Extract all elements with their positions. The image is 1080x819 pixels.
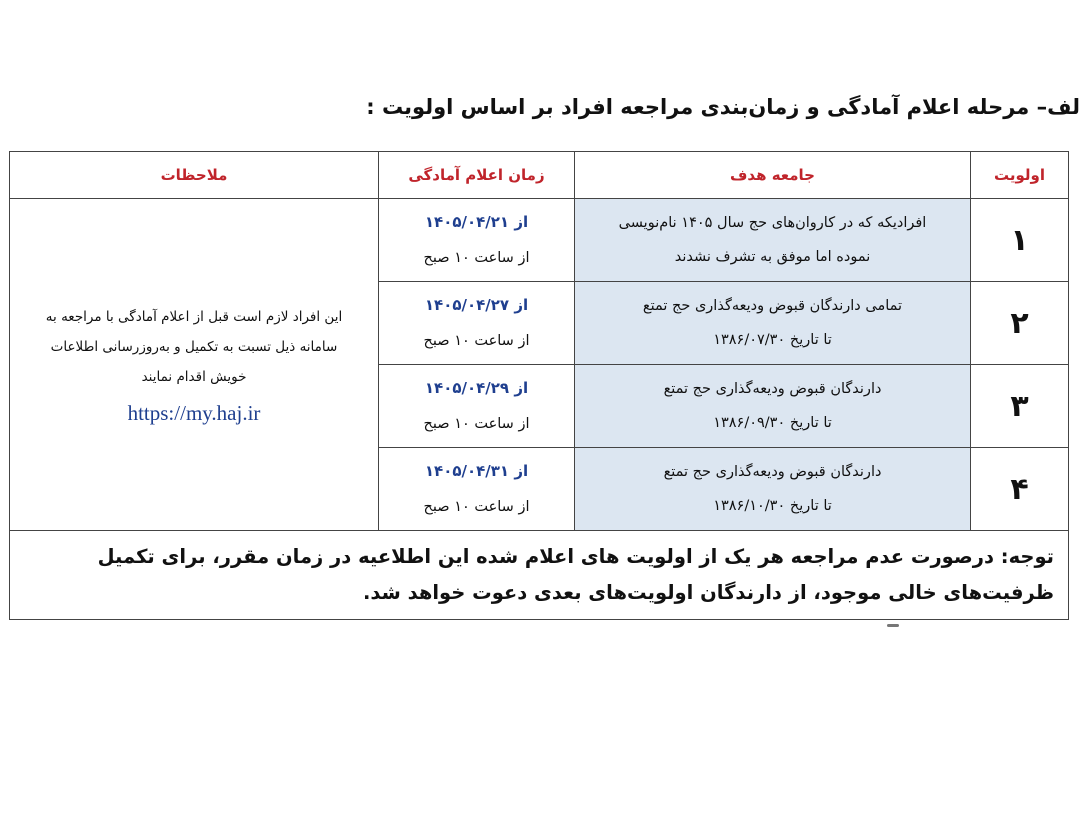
haj-portal-link[interactable]: https://my.haj.ir xyxy=(127,400,261,425)
target-line: تمامی دارندگان قبوض ودیعه‌گذاری حج تمتع xyxy=(642,298,903,314)
scan-mark xyxy=(887,624,899,627)
readiness-time-cell xyxy=(379,199,575,282)
notes-line: خویش اقدام نمایند xyxy=(141,368,247,385)
priority-number: ۳ xyxy=(971,365,1069,448)
priority-schedule-table xyxy=(9,151,1069,620)
start-hour: از ساعت ۱۰ صبح xyxy=(423,333,530,349)
start-date: از ۱۴۰۵/۰۴/۲۷ xyxy=(424,296,529,314)
target-group-cell xyxy=(575,282,971,365)
start-hour: از ساعت ۱۰ صبح xyxy=(423,499,530,515)
priority-number: ۲ xyxy=(971,282,1069,365)
target-line: تا تاریخ ۱۳۸۶/۰۹/۳۰ xyxy=(713,415,832,431)
start-date: از ۱۴۰۵/۰۴/۳۱ xyxy=(424,462,529,480)
readiness-time-cell xyxy=(379,365,575,448)
header-target-group: جامعه هدف xyxy=(575,152,971,199)
table-row xyxy=(10,199,1069,282)
start-hour: از ساعت ۱۰ صبح xyxy=(423,250,530,266)
start-hour: از ساعت ۱۰ صبح xyxy=(423,416,530,432)
target-group-cell xyxy=(575,365,971,448)
table-header-row xyxy=(10,152,1069,199)
notes-cell xyxy=(10,199,379,531)
notes-line: این افراد لازم است قبل از اعلام آمادگی با مراجعه به xyxy=(45,308,343,325)
footer-note xyxy=(10,531,1069,620)
start-date: از ۱۴۰۵/۰۴/۲۱ xyxy=(424,213,529,231)
target-group-cell xyxy=(575,448,971,531)
target-line: دارندگان قبوض ودیعه‌گذاری حج تمتع xyxy=(663,464,882,480)
footer-note-line: توجه: درصورت عدم مراجعه هر یک از اولویت های اعلام شده این اطلاعیه در زمان مقرر، برای تکمیل xyxy=(97,545,1054,568)
readiness-time-cell xyxy=(379,282,575,365)
target-group-cell xyxy=(575,199,971,282)
target-line: تا تاریخ ۱۳۸۶/۱۰/۳۰ xyxy=(713,498,832,514)
priority-number: ۴ xyxy=(971,448,1069,531)
footer-note-row xyxy=(10,531,1069,620)
header-readiness-time: زمان اعلام آمادگی xyxy=(379,152,575,199)
section-heading: لف– مرحله اعلام آمادگی و زمان‌بندی مراجعه افراد بر اساس اولویت : xyxy=(366,95,1080,119)
readiness-time-cell xyxy=(379,448,575,531)
target-line: نموده اما موفق به تشرف نشدند xyxy=(674,249,871,265)
target-line: دارندگان قبوض ودیعه‌گذاری حج تمتع xyxy=(663,381,882,397)
footer-note-line: ظرفیت‌های خالی موجود، از دارندگان اولویت‌های بعدی دعوت خواهد شد. xyxy=(362,581,1054,604)
target-line: افرادیکه که در کاروان‌های حج سال ۱۴۰۵ نام‌نویسی xyxy=(618,215,927,231)
header-notes: ملاحظات xyxy=(10,152,379,199)
notes-line: سامانه ذیل تسبت به تکمیل و به‌روزرسانی اطلاعات xyxy=(50,338,338,355)
start-date: از ۱۴۰۵/۰۴/۲۹ xyxy=(424,379,529,397)
header-priority: اولویت xyxy=(971,152,1069,199)
target-line: تا تاریخ ۱۳۸۶/۰۷/۳۰ xyxy=(713,332,832,348)
priority-number: ۱ xyxy=(971,199,1069,282)
